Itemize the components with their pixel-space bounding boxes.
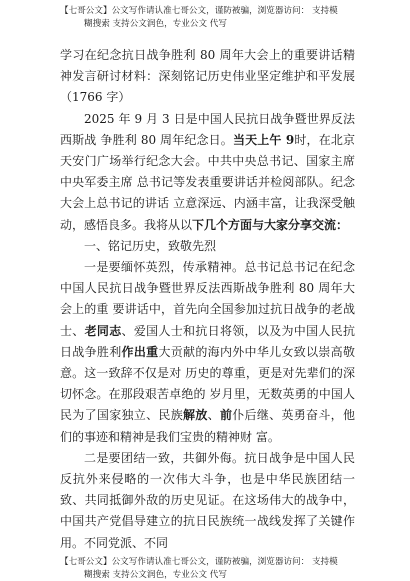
p2-text-c: 、爱国人士和抗日将领，以及为中国人民抗日战争胜利 [60,324,355,359]
document-title: 学习在纪念抗日战争胜利 80 周年大会上的重要讲话精神发言研讨材料：深刻铭记历史伟业坚定维护和平发展（1766 字） [60,45,355,109]
footer-line-1: 【七哥公文】公文写作请认准七哥公文，谨防被骗，浏览器访问： 支持模 [60,557,338,567]
p2-bold-comrades: 老同志 [85,324,122,338]
intro-bold-time: 当天上午 9 [233,133,294,147]
p2-text-e: 大贡献的海内外中华儿女致以崇高敬意。这一致辞不仅是对 历史的尊重，更是对先辈们的深切怀念。在那段艰苦卓绝的 岁月里，无数英勇的中国人民为了国家独立、民族 [60,345,355,423]
intro-bold-outline: 下几个方面与大家分享交流： [192,218,348,232]
p2-text-a: 一是要缅怀英烈，传承精神。总书记总书记在纪念中国人民抗日战争暨世界反法西斯战争胜利 80 周年大会上的重 要讲话中，首先向全国参加过抗日战争的老战士、 [60,260,355,338]
p2-bold-contribution: 作出重 [122,345,159,359]
intro-text-a: 2025 年 9 月 3 日是中国人民抗日战争暨世界反法西斯战 争胜利 80 周年纪念日。 [60,112,355,147]
paragraph-unity: 二是要团结一致，共御外侮。抗日战争是中国人民反抗外来侵略的一次伟大斗争，也是中华民族团结一致、共同抵御外敌的历史见证。在这场伟大的战争中，中国共产党倡导建立的抗日民族统一战线发挥了关键作用。不同党派、不同 [60,448,355,554]
document-body [60,45,355,554]
section-heading-1: 一、铭记历史，致敬先烈 [60,236,355,257]
header-line-2: 糊搜索 支持公文润色，专业公文 代写 [60,18,360,31]
intro-text-c: 时，在北京天安门广场举行纪念大会。中共中央总书记、国家主席中央军委主席 总书记等发表重要讲话并检阅部队。纪念大会上总书记的讲话 立意深远、内涵丰富，让我深受触动，感悟良多。我将从以 [60,133,355,232]
footer-line-2: 糊搜索 支持公文润色，专业公文 代写 [60,569,360,581]
paragraph-remember-heroes [60,257,355,448]
page-header [60,5,360,30]
page-footer [60,556,360,581]
p2-text-i: 仆后继、英勇奋斗，他们的事迹和精神是我们宝贵的精神财 富。 [60,408,355,443]
intro-paragraph [60,109,355,236]
p2-text-g: 、 [208,408,220,422]
p2-bold-forward: 前 [220,408,232,422]
header-line-1: 【七哥公文】公文写作请认准七哥公文，谨防被骗，浏览器访问： 支持模 [60,6,338,16]
p2-bold-liberation: 解放 [183,408,208,422]
